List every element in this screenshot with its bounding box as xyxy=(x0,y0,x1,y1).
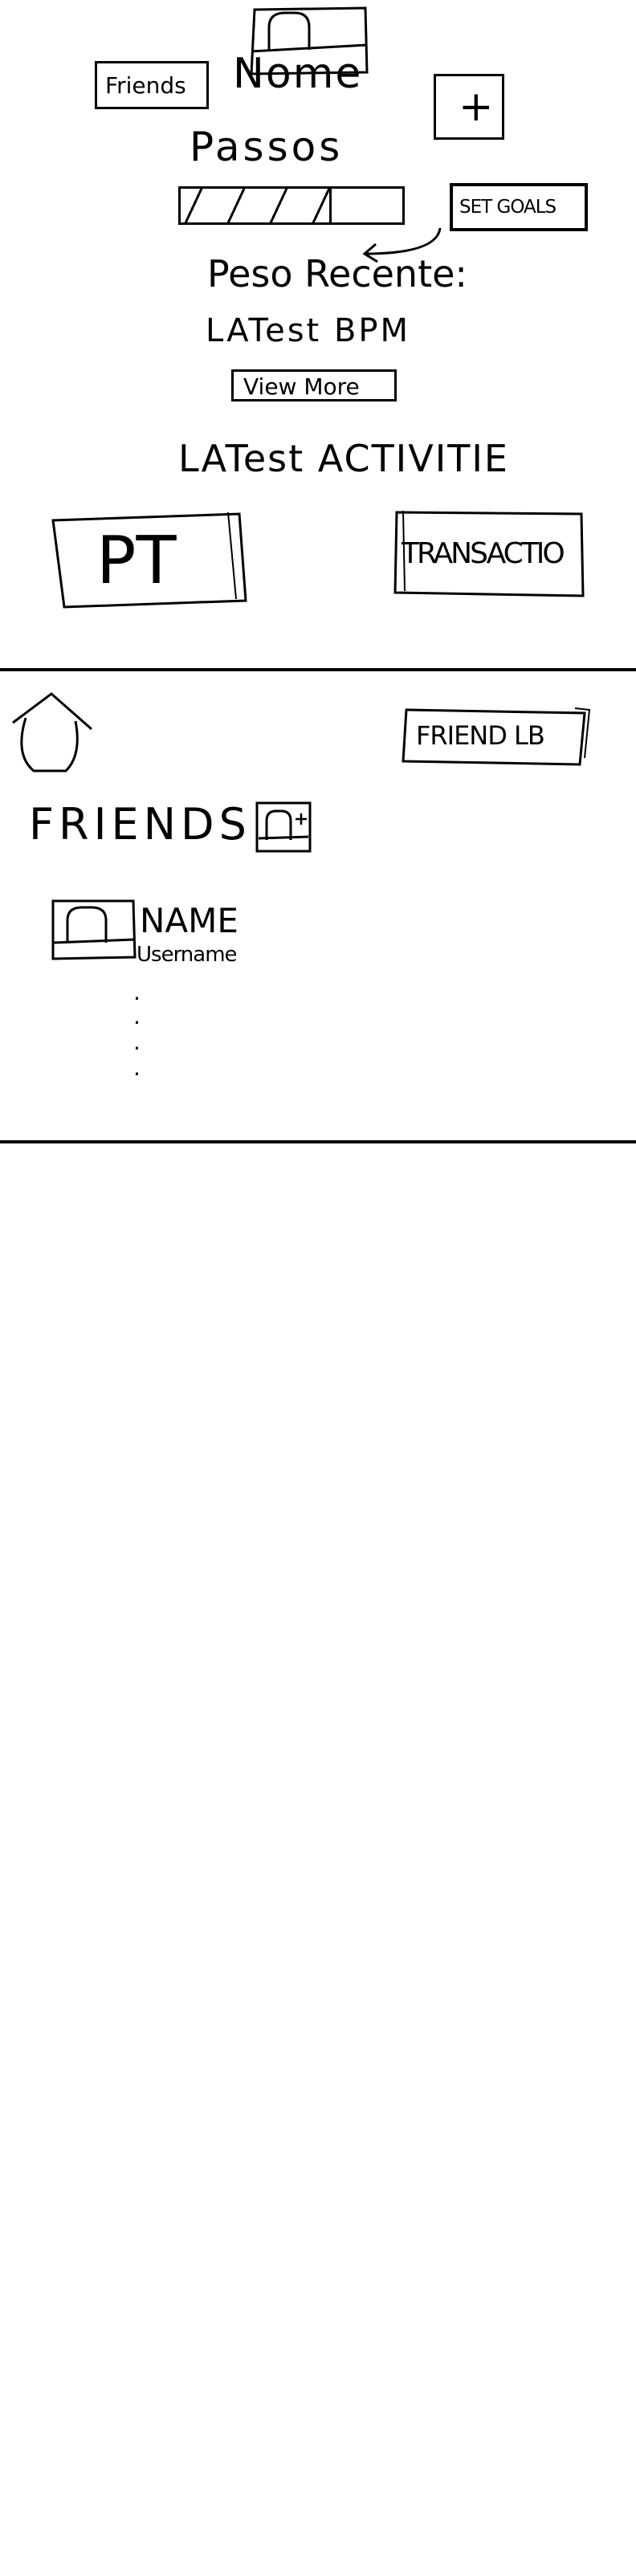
view-more-button[interactable] xyxy=(231,369,397,401)
friends-heading: FRIENDS xyxy=(29,799,251,850)
friends-button[interactable] xyxy=(95,61,209,109)
dot: · xyxy=(133,1035,141,1062)
profile-name: Nome xyxy=(233,50,363,98)
latest-activities-heading: LATest ACTIVITIE xyxy=(178,437,509,480)
steps-progress-bar xyxy=(178,186,405,225)
friend-leaderboard-label: FRIEND LB xyxy=(416,720,544,751)
friend-list-item[interactable] xyxy=(45,896,334,976)
person-icon xyxy=(50,898,138,962)
friends-screen xyxy=(0,671,636,1140)
steps-progress-fill xyxy=(181,189,332,222)
home-icon xyxy=(8,691,96,779)
transactions-card-label: TRANSACTIO xyxy=(402,537,563,570)
friend-username: Username xyxy=(137,943,237,967)
transactions-card[interactable] xyxy=(392,507,588,602)
friend-leaderboard-button[interactable] xyxy=(402,705,594,769)
set-goals-label: SET GOALS xyxy=(459,197,556,218)
home-button[interactable] xyxy=(8,691,96,779)
pt-card-label: PT xyxy=(96,523,177,599)
view-more-label: View More xyxy=(243,373,360,400)
dot: · xyxy=(133,985,141,1012)
more-friends-indicator xyxy=(133,985,149,1087)
empty-canvas xyxy=(0,1143,636,2576)
friends-button-label: Friends xyxy=(105,72,186,99)
pt-card[interactable] xyxy=(50,511,252,610)
latest-bpm-label: LATest BPM xyxy=(206,312,411,349)
home-screen xyxy=(0,0,636,668)
add-friend-button[interactable] xyxy=(254,800,313,854)
dot: · xyxy=(133,1009,141,1036)
add-person-icon xyxy=(254,800,313,854)
recent-weight-label: Peso Recente: xyxy=(207,252,467,296)
steps-label: Passos xyxy=(190,124,344,170)
dot: · xyxy=(133,1061,141,1087)
add-button[interactable] xyxy=(434,74,504,140)
set-goals-button[interactable] xyxy=(450,183,588,231)
friend-avatar xyxy=(50,898,138,962)
friend-name: NAME xyxy=(140,901,238,940)
add-button-label: + xyxy=(459,83,494,131)
